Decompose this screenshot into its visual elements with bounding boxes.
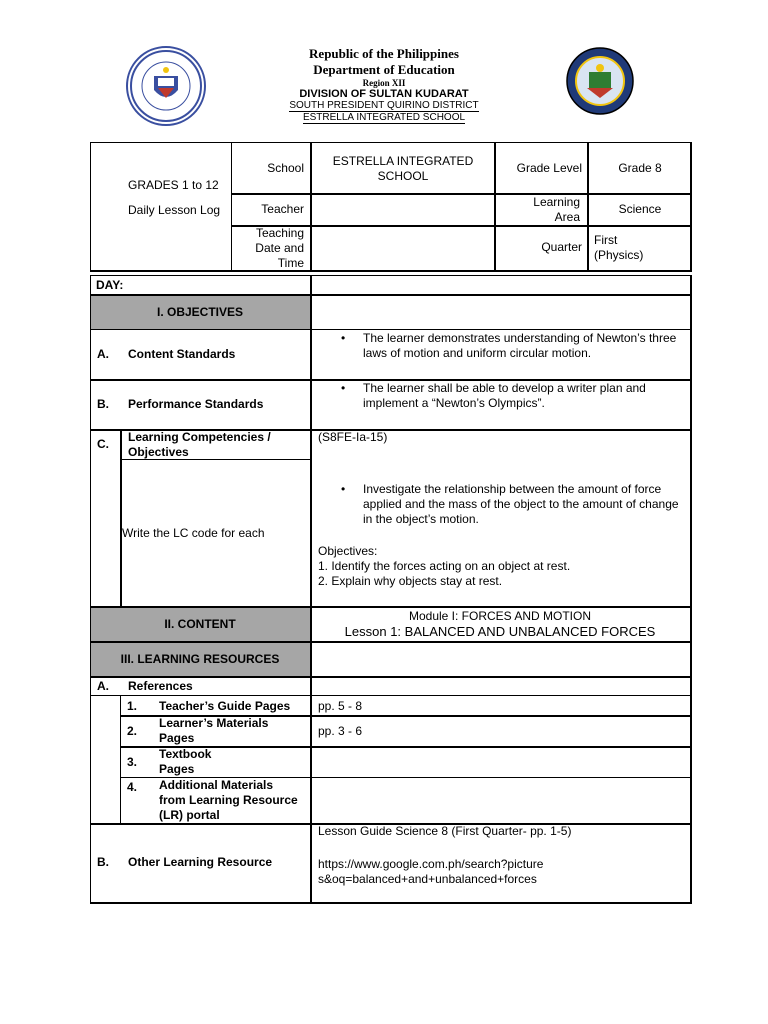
competency-list [341,482,685,527]
additional-materials-num: 4. [127,780,138,794]
school-value: ESTRELLA INTEGRATED SCHOOL [332,154,474,183]
additional-materials-label: Additional Materials from Learning Resource (LR) portal [159,778,298,822]
other-resource-value-1: Lesson Guide Science 8 (First Quarter- pp. 1-5) [318,824,572,838]
performance-standards-list [341,381,685,411]
content-standards-item: • The learner demonstrates understanding of Newton’s three laws of motion and uniform circular motion. [341,331,677,360]
objectives-title: Objectives: [318,544,378,558]
objectives-heading: I. OBJECTIVES [156,305,244,319]
division-seal-icon [565,46,635,116]
competency-value: Investigate the relationship between the amount of force applied and the mass of the object to the amount of change in the object’s motion. [363,482,679,526]
header-district-text: SOUTH PRESIDENT QUIRINO DISTRICT [289,100,479,111]
teaching-date-label: Teaching Date and Time [255,226,304,270]
header-deped: Department of Education [313,62,455,77]
grades-label: GRADES 1 to 12 [128,178,219,192]
learning-area-value: Science [618,202,662,216]
header-school [0,112,768,123]
content-standards-list [341,331,685,361]
header-division: DIVISION OF SULTAN KUDARAT [299,88,469,100]
tg-pages-num: 1. [127,699,138,713]
division-seal [565,46,635,116]
header-school-text: ESTRELLA INTEGRATED SCHOOL [302,112,466,123]
quarter-label: Quarter [541,240,582,254]
learning-area-label: Learning Area [533,195,580,224]
competencies-label: Learning Competencies / Objectives [128,430,271,459]
tg-pages-value: pp. 5 - 8 [318,699,363,713]
performance-standards-label: Performance Standards [128,397,264,411]
performance-standards-value: The learner shall be able to develop a writer plan and implement a “Newton’s Olympics”. [363,381,646,410]
grade-level-label: Grade Level [516,161,582,175]
textbook-pages-label: Textbook Pages [159,747,212,776]
lc-code-note: Write the LC code for each [122,526,265,540]
performance-standards-letter: B. [97,397,109,411]
day-label: DAY: [96,278,124,292]
competency-code: (S8FE-Ia-15) [318,430,388,444]
daily-lesson-log-label: Daily Lesson Log [128,203,221,217]
other-resource-letter: B. [97,855,109,869]
references-label: References [128,679,193,693]
tg-pages-label: Teacher’s Guide Pages [159,699,291,713]
content-standards-label: Content Standards [128,347,236,361]
other-resource-label: Other Learning Resource [128,855,273,869]
grade-level-value: Grade 8 [618,161,662,175]
header-republic: Republic of the Philippines [309,46,459,61]
header-region: Region XII [362,78,406,88]
lm-pages-num: 2. [127,724,138,738]
content-heading: II. CONTENT [164,617,236,631]
resources-heading: III. LEARNING RESOURCES [120,652,280,666]
references-letter: A. [97,679,109,693]
performance-standards-item: • The learner shall be able to develop a writer plan and implement a “Newton’s Olympics”. [341,381,646,410]
objective-2: 2. Explain why objects stay at rest. [318,574,503,588]
lesson-title: Lesson 1: BALANCED AND UNBALANCED FORCES [344,624,656,639]
content-standards-letter: A. [97,347,109,361]
lm-pages-value: pp. 3 - 6 [318,724,363,738]
objective-1: 1. Identify the forces acting on an object at rest. [318,559,571,573]
quarter-value: First (Physics) [594,233,644,262]
competency-item: • Investigate the relationship between the amount of force applied and the mass of the object to the amount of change in the object’s motion. [341,482,679,526]
competencies-letter: C. [97,437,109,451]
textbook-pages-num: 3. [127,755,138,769]
lm-pages-label: Learner’s Materials Pages [159,716,269,745]
teacher-label: Teacher [261,202,304,216]
school-label: School [267,161,304,175]
other-resource-link[interactable]: https://www.google.com.ph/search?pictures&oq=balanced+and+unbalanced+forces [318,857,544,886]
content-standards-value: The learner demonstrates understanding of Newton’s three laws of motion and uniform circular motion. [363,331,677,360]
header-district [0,100,768,111]
module-title: Module I: FORCES AND MOTION [408,609,592,623]
